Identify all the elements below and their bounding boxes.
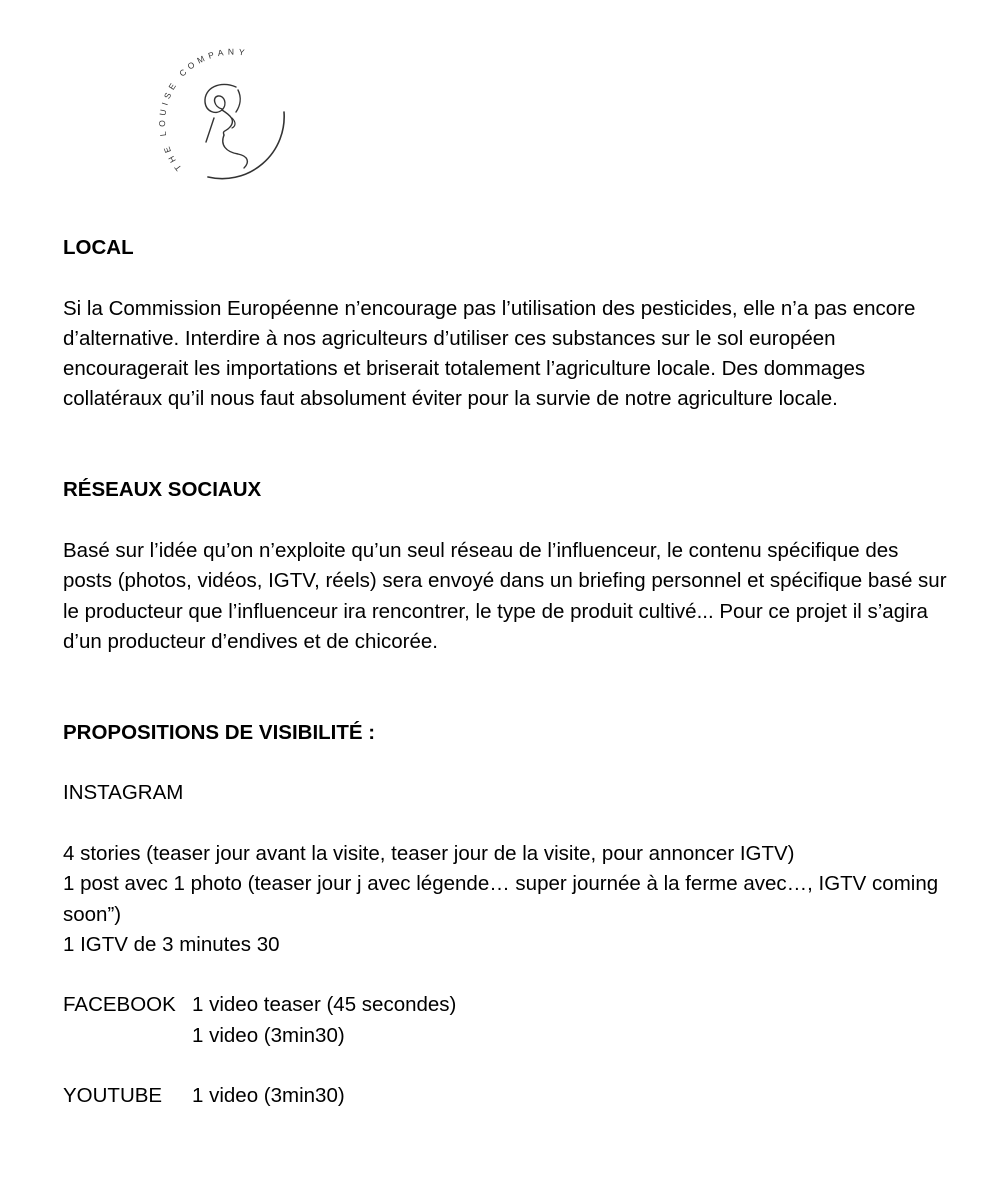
instagram-item: 4 stories (teaser jour avant la visite, teaser jour de la visite, pour annoncer IGTV) xyxy=(63,841,795,865)
local-heading: LOCAL xyxy=(63,236,134,259)
instagram-item: 1 post avec 1 photo (teaser jour j avec légende… super journée à la ferme avec…, IGTV coming soon”) xyxy=(63,872,939,926)
facebook-label: FACEBOOK xyxy=(63,993,176,1017)
facebook-row xyxy=(63,990,953,1051)
youtube-label: YOUTUBE xyxy=(63,1084,163,1108)
company-logo xyxy=(150,40,300,190)
youtube-row xyxy=(63,1081,953,1111)
youtube-item: 1 video (3min30) xyxy=(192,1084,345,1108)
social-paragraph: Basé sur l’idée qu’on n’exploite qu’un seul réseau de l’influenceur, le contenu spécifique des posts (photos, vidéos, IGTV, réels) sera envoyé dans un briefing personnel et spécifique basé sur le producteur que l’influenceur ira rencontrer, le type de produit cultivé... Pour ce projet il s’agira d’un producteur d’endives et de chicorée. xyxy=(63,538,947,653)
document-body xyxy=(63,233,953,1112)
facebook-item: 1 video (3min30) xyxy=(192,1023,345,1047)
instagram-item: 1 IGTV de 3 minutes 30 xyxy=(63,932,280,956)
logo-text: THE LOUISE COMPANY xyxy=(157,46,250,174)
instagram-label: INSTAGRAM xyxy=(63,781,184,805)
social-heading: RÉSEAUX SOCIAUX xyxy=(63,478,262,502)
facebook-item: 1 video teaser (45 secondes) xyxy=(192,993,457,1017)
local-paragraph: Si la Commission Européenne n’encourage pas l’utilisation des pesticides, elle n’a pas encore d’alternative. Interdire à nos agriculteurs d’utiliser ces substances sur le sol européen encouragerait les importations et briserait totalement l’agriculture locale. Des dommages collatéraux qu’il nous faut absolument éviter pour la survie de notre agriculture locale. xyxy=(63,296,916,411)
visibility-heading: PROPOSITIONS DE VISIBILITÉ : xyxy=(63,720,376,744)
